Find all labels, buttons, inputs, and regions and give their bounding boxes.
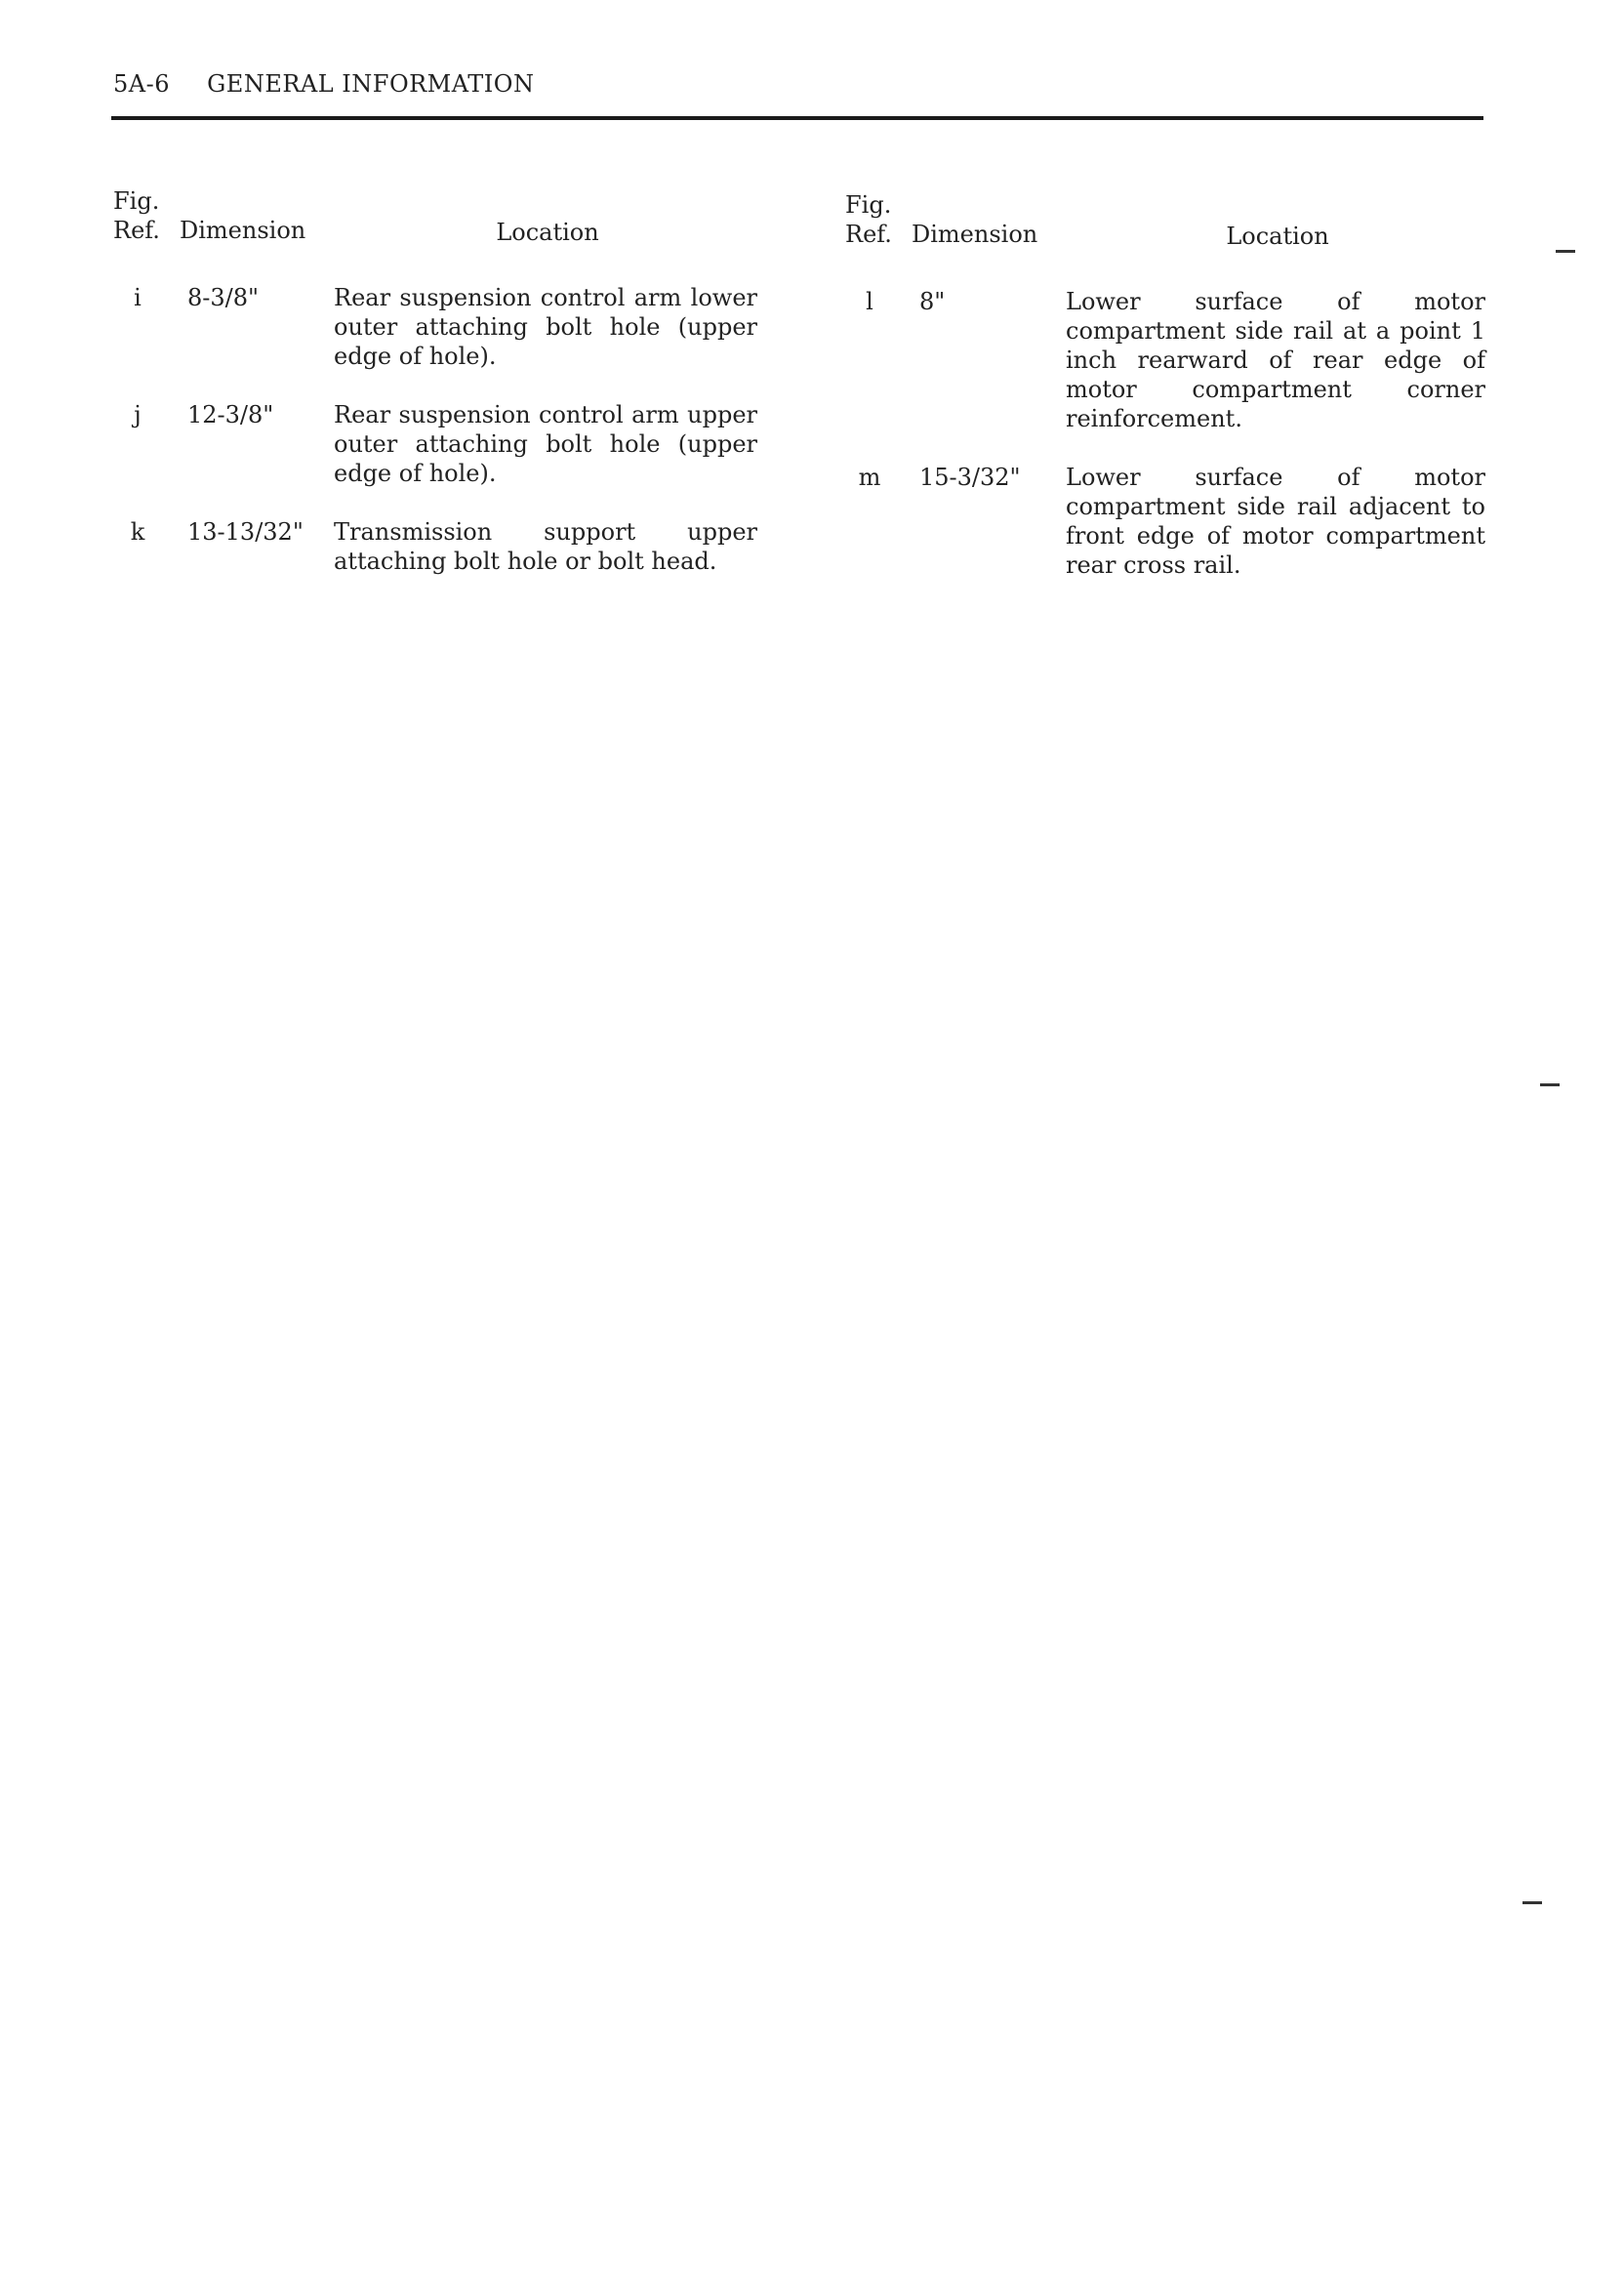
location-header: Location: [1226, 223, 1329, 250]
dimension-table-right: [845, 191, 1485, 580]
fig-label: Fig.: [113, 187, 160, 215]
ref-label: Ref.: [845, 221, 892, 248]
ref-label: Ref.: [113, 217, 160, 244]
table-row: [113, 283, 757, 371]
dimension-header: Dimension: [180, 217, 306, 244]
section-title: GENERAL INFORMATION: [207, 70, 535, 98]
fig-ref: k: [130, 518, 145, 546]
location-text: Rear suspension control arm lower outer attaching bolt hole (upper edge of hole).: [334, 284, 757, 370]
fig-label: Fig.: [845, 191, 892, 219]
page-header: [113, 70, 534, 98]
header-rule: [111, 116, 1483, 120]
margin-mark: [1556, 250, 1575, 253]
dimension-value: 15-3/32": [919, 464, 1021, 491]
dimension-table-left: [113, 187, 757, 576]
location-text: Lower surface of motor compartment side rail at a point 1 inch rearward of rear edge of motor compartment corner reinforcement.: [1066, 288, 1485, 432]
dimension-value: 13-13/32": [187, 518, 304, 546]
dimension-value: 8": [919, 288, 946, 315]
location-header: Location: [496, 219, 599, 246]
section-number: 5A-6: [113, 70, 170, 98]
table-header: [113, 187, 757, 250]
dimension-value: 8-3/8": [187, 284, 260, 311]
fig-ref: j: [134, 401, 142, 428]
dimension-value: 12-3/8": [187, 401, 274, 428]
table-row: [113, 400, 757, 488]
table-row: [845, 463, 1485, 580]
table-header: [845, 191, 1485, 254]
table-row: [845, 287, 1485, 433]
dimension-header: Dimension: [912, 221, 1038, 248]
location-text: Lower surface of motor compartment side rail adjacent to front edge of motor compartment rear cross rail.: [1066, 464, 1485, 579]
table-row: [113, 517, 757, 576]
fig-ref: m: [858, 464, 881, 491]
location-text: Rear suspension control arm upper outer attaching bolt hole (upper edge of hole).: [334, 401, 757, 487]
fig-ref: i: [134, 284, 142, 311]
fig-ref: l: [866, 288, 873, 315]
margin-mark: [1540, 1083, 1560, 1086]
location-text: Transmission support upper attaching bolt hole or bolt head.: [334, 518, 757, 575]
margin-mark: [1522, 1901, 1542, 1904]
